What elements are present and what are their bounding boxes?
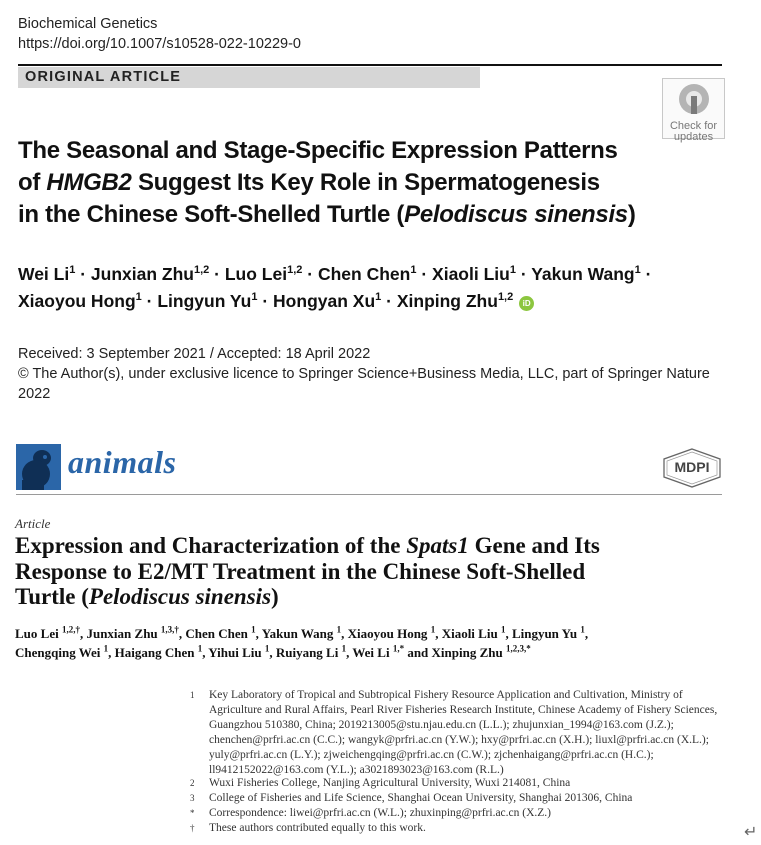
author-name: Xiaoli Liu <box>432 264 510 284</box>
gene-name: HMGB2 <box>46 169 132 196</box>
title-line: The Seasonal and Stage-Specific Expression Patterns <box>18 137 618 164</box>
paper2-title <box>15 533 715 610</box>
author-line: Chengqing Wei $^1$, Haigang Chen $^1$, Yihui Liu $^1$, Ruiyang Li $^1$, Wei Li $^{1,*}$ and Xinping Zhu $^{1,2,3,*}$ <box>15 643 531 660</box>
paper1-title <box>18 135 658 231</box>
author-affil: 1 <box>135 291 142 304</box>
affiliation-mark: 3 <box>190 793 195 803</box>
paper1-authors <box>18 261 718 315</box>
author-line <box>18 261 718 288</box>
affiliation-item <box>190 791 730 806</box>
separator: · <box>386 291 392 311</box>
article-type-label: ORIGINAL ARTICLE <box>25 69 182 85</box>
author-name: Wei Li <box>18 264 70 284</box>
species-name: Pelodiscus sinensis <box>88 584 272 609</box>
title-line: Expression and Characterization of the Spats1 Gene and Its <box>15 533 600 558</box>
author-name: Yakun Wang <box>531 264 635 284</box>
check-updates-line2: updates <box>673 131 714 143</box>
affiliation-mark: * <box>190 808 195 818</box>
author-affil: 1 <box>375 291 382 304</box>
separator: · <box>262 291 269 311</box>
header-rule <box>18 64 722 66</box>
check-updates-icon <box>677 82 711 116</box>
paper2-authors <box>15 624 735 662</box>
separator: · <box>214 264 220 284</box>
title-line: Turtle (Pelodiscus sinensis) <box>15 584 279 609</box>
monkey-icon <box>16 444 61 490</box>
author-affil: 1 <box>634 264 641 277</box>
separator: · <box>146 291 153 311</box>
author-name: Junxian Zhu <box>90 264 194 284</box>
author-name: Xinping Zhu <box>396 291 498 311</box>
return-arrow-icon: ↵ <box>744 824 758 841</box>
author-affil: 1 <box>509 264 516 277</box>
journal-name: Biochemical Genetics <box>18 16 158 32</box>
journal-rule <box>16 494 722 495</box>
author-affil: 1,2 <box>287 264 303 277</box>
author-name: Hongyan Xu <box>273 291 376 311</box>
affiliation-text: College of Fisheries and Life Science, Shanghai Ocean University, Shanghai 201306, China <box>209 792 633 804</box>
affiliation-item <box>190 688 730 778</box>
separator: · <box>421 264 428 284</box>
received-accepted: Received: 3 September 2021 / Accepted: 18 April 2022 <box>18 346 371 362</box>
species-name: Pelodiscus sinensis <box>404 201 628 228</box>
affiliation-text: These authors contributed equally to this work. <box>209 822 426 834</box>
author-name: Luo Lei <box>224 264 288 284</box>
affiliation-mark: 2 <box>190 778 195 788</box>
affiliation-mark: † <box>190 823 195 833</box>
affiliation-item <box>190 806 730 821</box>
affiliation-text: Key Laboratory of Tropical and Subtropical Fishery Resource Application and Cultivation, Ministry of Agriculture and Rural Affairs, Pearl River Fisheries Research Institute, Chinese Academy of Fishery Sciences, Guangzhou 510380, China; 2019213005@stu.njau.edu.cn (L.L.); zhujunxian_1994@163.com (J.Z.); chenchen@prfri.ac.cn (C.C.); wangyk@prfri.ac.cn (Y.W.); hxy@prfri.ac.cn (X.H.); liuxl@prfri.ac.cn (X.L.); yuly@prfri.ac.cn (L.Y.); zjweichengqing@prfri.ac.cn (C.W.); zjchenhaigang@prfri.ac.cn (H.C.); ll9412152022@163.com (Y.L.); a3021893023@163.com (R.L.) <box>209 689 718 776</box>
orcid-icon[interactable]: iD <box>519 296 534 311</box>
title-line: of HMGB2 Suggest Its Key Role in Spermatogenesis <box>18 169 600 196</box>
journal-header <box>18 14 301 54</box>
author-line: Luo Lei $^{1,2,\dagger}$, Junxian Zhu $^{1,3,\dagger}$, Chen Chen $^1$, Yakun Wang $^1$, Xiaoyou Hong $^1$, Xiaoli Liu $^1$, Lingyun Yu $^1$, <box>15 624 589 641</box>
check-updates-line1: Check for <box>669 120 718 132</box>
author-affil: 1 <box>69 264 76 277</box>
author-line <box>18 288 718 315</box>
author-affil: 1 <box>410 264 417 277</box>
gene-name: Spats1 <box>406 533 469 558</box>
affiliation-text: Wuxi Fisheries College, Nanjing Agricultural University, Wuxi 214081, China <box>209 777 571 789</box>
check-for-updates-badge[interactable] <box>662 78 725 143</box>
title-line: Response to E2/MT Treatment in the Chinese Soft-Shelled <box>15 558 586 584</box>
author-affil: 1,2 <box>497 291 514 304</box>
title-line: in the Chinese Soft-Shelled Turtle (Pelodiscus sinensis) <box>18 201 636 228</box>
journal-logo-text: animals <box>68 444 177 480</box>
separator: · <box>645 264 652 284</box>
animals-logo-icon <box>16 444 61 490</box>
affiliation-item <box>190 776 730 791</box>
separator: · <box>520 264 527 284</box>
author-name: Lingyun Yu <box>157 291 252 311</box>
affiliation-mark: 1 <box>190 690 195 700</box>
author-affil: 1,2 <box>193 264 210 277</box>
mdpi-logo-text: MDPI <box>674 459 710 475</box>
doi-link[interactable]: https://doi.org/10.1007/s10528-022-10229-0 <box>18 36 301 52</box>
copyright-notice: © The Author(s), under exclusive licence to Springer Science+Business Media, LLC, part of Springer Nature 2022 <box>18 366 710 402</box>
affiliation-item <box>190 821 730 836</box>
author-name: Xiaoyou Hong <box>18 291 136 311</box>
separator: · <box>307 264 314 284</box>
author-affil: 1 <box>251 291 258 304</box>
author-name: Chen Chen <box>317 264 411 284</box>
article-type-label: Article <box>15 516 51 531</box>
affiliation-text: Correspondence: liwei@prfri.ac.cn (W.L.); zhuxinping@prfri.ac.cn (X.Z.) <box>209 807 551 819</box>
mdpi-logo <box>662 448 722 488</box>
separator: · <box>80 264 87 284</box>
publication-dates <box>18 344 718 404</box>
